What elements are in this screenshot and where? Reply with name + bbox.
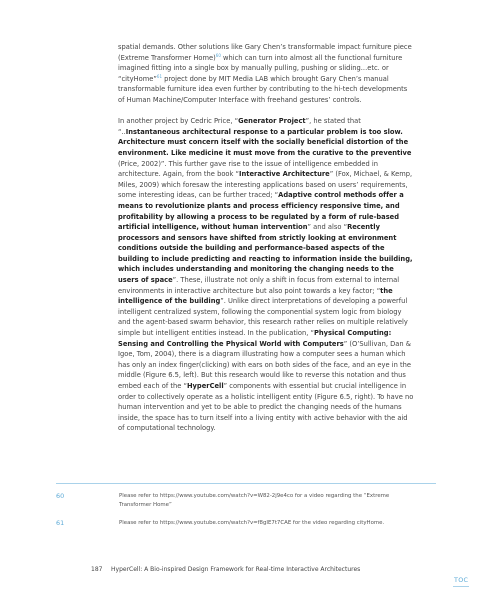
bold-span: Generator Project [238, 117, 306, 126]
text-span: ”, he stated that “.. [118, 117, 361, 136]
bold-quote: Recently processors and sensors have shifted from strictly looking at environment conditions outside the building and performance-based aspects of the building to include predicting and reacting to information inside the building, which includes understanding and monitoring the changing needs to the users of space [118, 223, 413, 285]
text-span: (Price, 2002)”. This further gave rise to the issue of intelligence embedded in architecture. Again, from the book “ [118, 159, 378, 179]
bold-span: Interactive Architecture [239, 170, 330, 179]
text-span: project done by MIT Media LAB which brought Gary Chen’s manual transformable furniture idea even further by contributing to the hi-tech developments of Human Machine/Computer Interface with freehand gestures’ controls. [118, 74, 408, 104]
body-text [118, 42, 414, 445]
footnote-text: Please refer to https://www.youtube.com/watch?v=f8gIE7t7CAE for the video regarding cityHome. [119, 520, 385, 526]
running-footer-title: HyperCell: A Bio-inspired Design Framework for Real-time Interactive Architectures [111, 566, 361, 573]
text-span: ”. Unlike direct interpretations of developing a powerful intelligent centralized system, following the componential system logic from biology and the agent-based swarm behavior, this research rather relies on multiple relatively simple but intelligent entities instead. In the publication, “ [118, 297, 408, 338]
toc-link[interactable]: TOC [454, 576, 469, 584]
toc-underline [453, 586, 469, 587]
text-span: ” components with essential but crucial intelligence in order to collectively operate as a holistic intelligent entity (Figure 6.5, right). To have no human intervention and yet to be able to predict the changing needs of the humans inside, the space has to turn itself into a living entity with active behavior with the aid of computational technology. [118, 382, 414, 433]
footnote-ref-61[interactable]: 61 [156, 73, 163, 79]
footnote-text: Please refer to https://www.youtube.com/watch?v=W82-2j9e4co for a video regarding the “Extreme Transformer Home” [119, 493, 390, 508]
footnote-divider [56, 483, 436, 484]
bold-span: the intelligence of the building [118, 286, 393, 306]
text-span: ” (O’Sullivan, Dan & Igoe, Tom, 2004), there is a diagram illustrating how a computer sees a human which has only an index finger(clicking) with ears on both sides of the face, and an eye in the middle (Figure 6.5, left). But this research would like to reverse this notation and thus embed each of the “ [118, 339, 412, 390]
text-span: In another project by Cedric Price, “ [118, 117, 239, 126]
paragraph-1 [118, 42, 414, 106]
bold-quote: Instantaneous architectural response to a particular problem is too slow. Architecture must concern itself with the socially beneficial distortion of the environment. Like medicine it must move from the curative to the preventive [118, 127, 412, 157]
footnote-number: 60 [56, 492, 65, 500]
text-span: ” and also “ [307, 223, 348, 232]
text-span: ”. These, illustrate not only a shift in focus from external to internal environments in interactive architecture but also point towards a key factor; “ [118, 276, 400, 295]
bold-span: Physical Computing: Sensing and Controlling the Physical World with Computers [118, 329, 392, 348]
footnote-ref-60[interactable]: 60 [215, 52, 221, 58]
bold-span: HyperCell [186, 382, 224, 390]
page-number: 187 [91, 566, 103, 573]
text-span: which can turn into almost all the functional furniture imagined fitting into a single box by manually pulling, pushing or sliding...etc. or “cityHome” [118, 53, 403, 83]
bold-quote: Adaptive control methods offer a means to revolutionize plants and process efficiency responsive time, and profitability by allowing a process to be regulated by a form of rule-based artificial intelligence, without human intervention [118, 191, 404, 232]
paragraph-2 [118, 116, 414, 434]
text-span: ” (Fox, Michael, & Kemp, Miles, 2009) which foresaw the interesting applications based on users’ requirements, some interesting ideas, can be further traced; “ [118, 170, 413, 200]
footnote-number: 61 [56, 519, 65, 527]
text-span: spatial demands. Other solutions like Gary Chen’s transformable impact furniture piece (Extreme Transformer Home) [118, 43, 412, 62]
